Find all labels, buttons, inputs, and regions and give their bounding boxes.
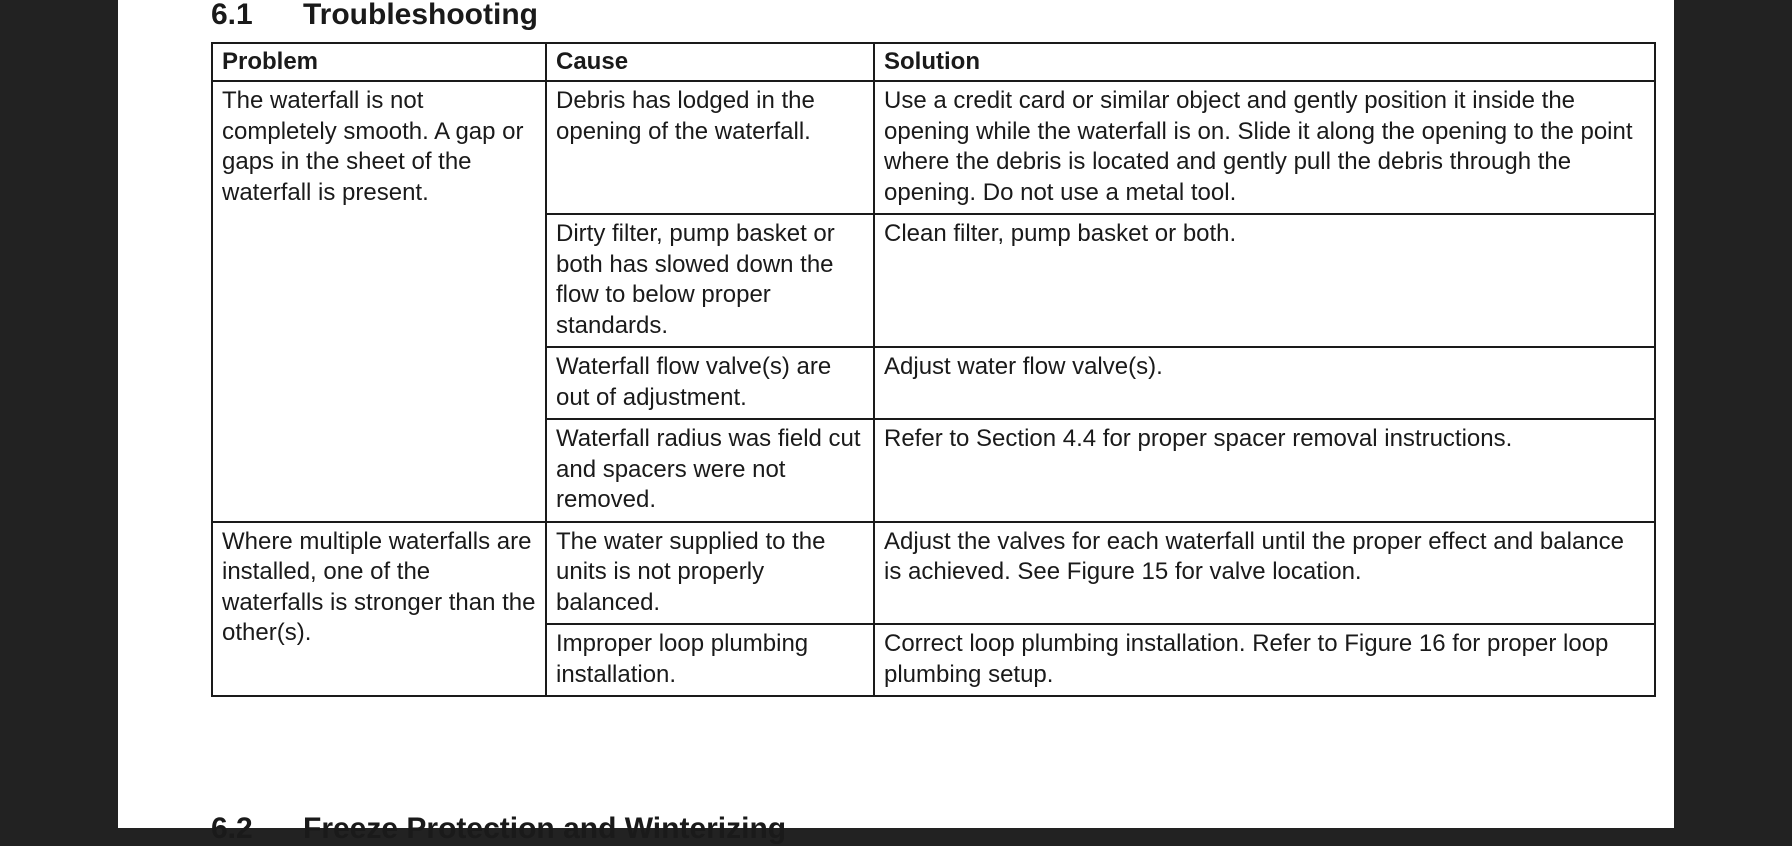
- solution-cell: Adjust the valves for each waterfall until the proper effect and balance is achieved. See Figure 15 for valve location.: [874, 522, 1655, 625]
- troubleshooting-table: [211, 42, 1656, 697]
- solution-cell: Correct loop plumbing installation. Refer to Figure 16 for proper loop plumbing setup.: [874, 624, 1655, 696]
- table-row: [212, 81, 1655, 214]
- cause-cell: Improper loop plumbing installation.: [546, 624, 874, 696]
- section-number: 6.1: [211, 0, 253, 31]
- table-row: [212, 522, 1655, 625]
- problem-cell: Where multiple waterfalls are installed, one of the waterfalls is stronger than the other(s).: [212, 522, 546, 697]
- next-section-number: 6.2: [211, 812, 253, 845]
- header-problem: Problem: [212, 43, 546, 81]
- header-solution: Solution: [874, 43, 1655, 81]
- document-page: [118, 0, 1674, 845]
- solution-cell: Clean filter, pump basket or both.: [874, 214, 1655, 347]
- cause-cell: The water supplied to the units is not properly balanced.: [546, 522, 874, 625]
- cause-cell: Debris has lodged in the opening of the waterfall.: [546, 81, 874, 214]
- cause-cell: Waterfall radius was field cut and spacers were not removed.: [546, 419, 874, 522]
- solution-cell: Adjust water flow valve(s).: [874, 347, 1655, 419]
- next-section-title: Freeze Protection and Winterizing: [303, 812, 787, 845]
- problem-cell: The waterfall is not completely smooth. A gap or gaps in the sheet of the waterfall is present.: [212, 81, 546, 522]
- solution-cell: Use a credit card or similar object and gently position it inside the opening while the waterfall is on. Slide it along the opening to the point where the debris is located and gently pull the debris through the opening. Do not use a metal tool.: [874, 81, 1655, 214]
- solution-cell: Refer to Section 4.4 for proper spacer removal instructions.: [874, 419, 1655, 522]
- section-heading: [211, 0, 538, 32]
- header-cause: Cause: [546, 43, 874, 81]
- next-section-heading: [211, 812, 786, 846]
- cause-cell: Waterfall flow valve(s) are out of adjustment.: [546, 347, 874, 419]
- table-header-row: [212, 43, 1655, 81]
- cause-cell: Dirty filter, pump basket or both has slowed down the flow to below proper standards.: [546, 214, 874, 347]
- section-title: Troubleshooting: [303, 0, 538, 31]
